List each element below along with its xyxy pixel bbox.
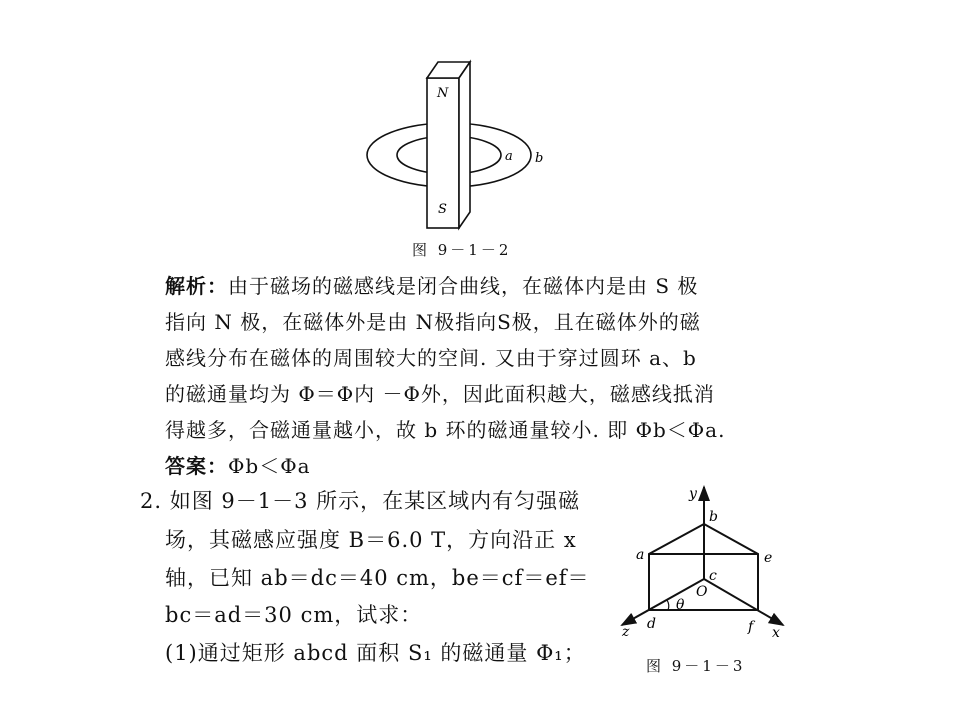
question-line: 2. 如图 9－1－3 所示，在某区域内有匀强磁 xyxy=(140,489,581,513)
answer-value: Φb＜Φa xyxy=(228,454,311,478)
label-a: a xyxy=(636,547,645,563)
answer-label: 答案： xyxy=(165,454,228,478)
label-c: c xyxy=(709,568,717,584)
label-a: a xyxy=(505,149,513,164)
analysis-line: 由于磁场的磁感线是闭合曲线，在磁体内是由 S 极 xyxy=(228,274,699,298)
label-s: S xyxy=(438,202,447,217)
analysis-label: 解析： xyxy=(165,274,228,298)
label-theta: θ xyxy=(676,597,685,613)
label-x: x xyxy=(772,625,780,641)
label-n: N xyxy=(437,86,449,101)
label-b: b xyxy=(709,509,718,525)
label-d: d xyxy=(647,616,656,632)
question-line: (1)通过矩形 abcd 面积 S₁ 的磁通量 Φ₁； xyxy=(165,641,586,665)
label-z: z xyxy=(622,624,630,640)
figure1-caption: 图 9－1－2 xyxy=(412,241,512,259)
figure2-caption: 图 9－1－3 xyxy=(646,657,746,675)
question-line: 场，其磁感应强度 B＝6.0 T，方向沿正 x xyxy=(165,528,577,552)
label-b: b xyxy=(535,151,544,166)
label-e: e xyxy=(764,550,773,566)
analysis-line: 感线分布在磁体的周围较大的空间. 又由于穿过圆环 a、b xyxy=(165,346,697,370)
label-f: f xyxy=(748,619,754,635)
analysis-line: 指向 N 极，在磁体外是由 N极指向S极，且在磁体外的磁 xyxy=(165,310,701,334)
label-o: O xyxy=(696,584,708,600)
question-line: 轴，已知 ab＝dc＝40 cm，be＝cf＝ef＝ xyxy=(165,566,590,590)
analysis-line: 得越多，合磁通量越小，故 b 环的磁通量较小. 即 Φb＜Φa. xyxy=(165,418,726,442)
question-line: bc＝ad＝30 cm，试求： xyxy=(165,603,423,627)
analysis-line: 的磁通量均为 Φ＝Φ内 －Φ外，因此面积越大，磁感线抵消 xyxy=(165,382,715,406)
label-y: y xyxy=(689,486,697,502)
